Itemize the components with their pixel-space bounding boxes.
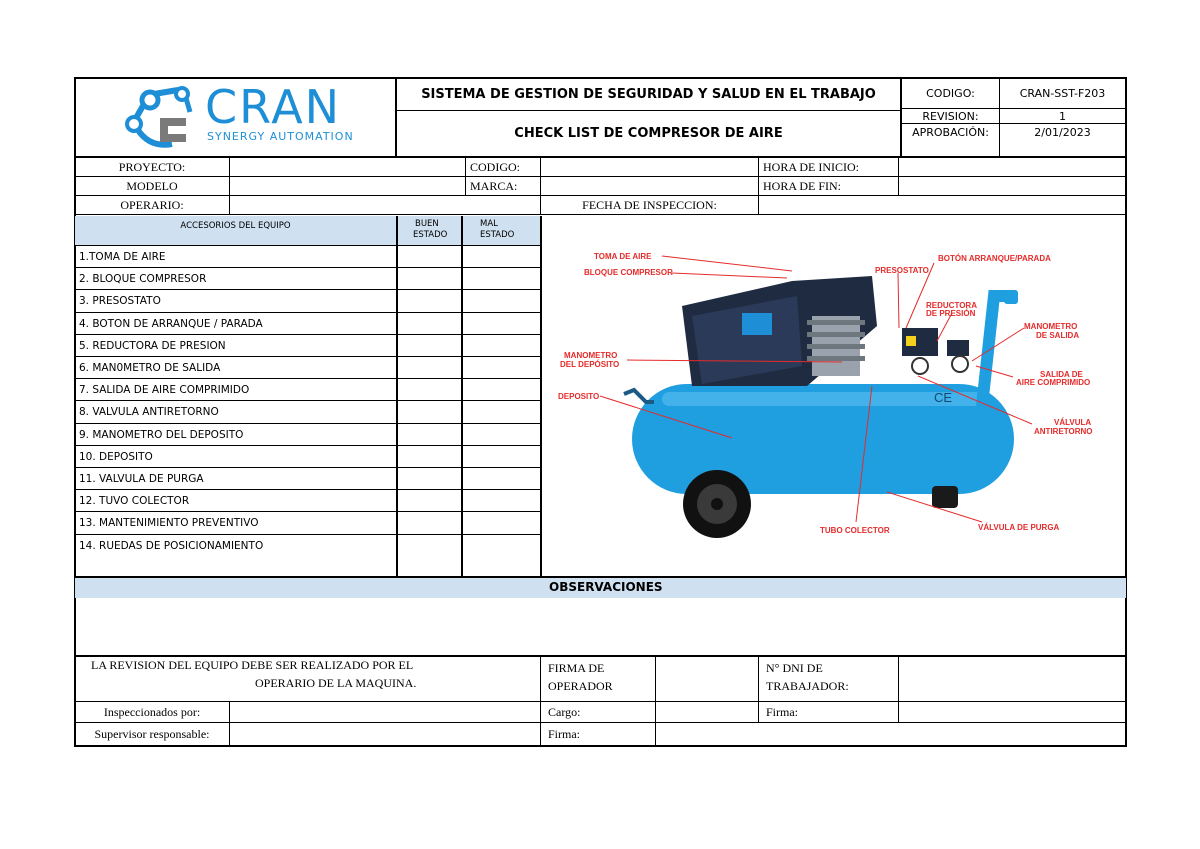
marca-label: MARCA: — [466, 177, 541, 196]
modelo-label: MODELO — [75, 177, 230, 196]
firma-operador-line1: FIRMA DE — [548, 661, 605, 675]
proyecto-field[interactable] — [230, 158, 466, 177]
checklist-row — [75, 489, 540, 511]
mal-estado-cell[interactable] — [462, 401, 540, 423]
mal-estado-cell[interactable] — [462, 446, 540, 468]
checklist-row — [75, 511, 540, 533]
label-manometro-salida-1: MANOMETRO — [1024, 322, 1078, 331]
checklist-item-label: 2. BLOQUE COMPRESOR — [79, 273, 207, 286]
label-purga: VÁLVULA DE PURGA — [978, 523, 1060, 532]
firma-operador-field[interactable] — [656, 657, 759, 702]
label-bloque: BLOQUE COMPRESOR — [584, 268, 673, 277]
firma-operador-label — [541, 657, 656, 702]
mal-estado-cell[interactable] — [462, 335, 540, 357]
dni-field[interactable] — [899, 657, 1126, 702]
label-valvula-anti-1: VÁLVULA — [1054, 418, 1092, 427]
dni-line2: TRABAJADOR: — [766, 679, 849, 693]
codigo-label: CODIGO: — [902, 78, 1000, 109]
supervisor-label: Supervisor responsable: — [75, 723, 230, 745]
checklist-item-label: 4. BOTON DE ARRANQUE / PARADA — [79, 317, 263, 330]
firma-label: Firma: — [759, 702, 899, 723]
label-boton: BOTÓN ARRANQUE/PARADA — [938, 254, 1051, 263]
revision-label: REVISION: — [902, 109, 1000, 124]
buen-estado-cell[interactable] — [397, 268, 461, 290]
logo-cell — [75, 78, 397, 156]
checklist-row — [75, 400, 540, 422]
system-title: SISTEMA DE GESTION DE SEGURIDAD Y SALUD EN EL TRABAJO — [397, 78, 900, 111]
cargo-label: Cargo: — [541, 702, 656, 723]
checklist-row — [75, 445, 540, 467]
checklist-row — [75, 334, 540, 356]
codigo-value: CRAN-SST-F203 — [1000, 78, 1125, 109]
ce-mark: CE — [934, 390, 953, 405]
revision-note — [75, 657, 541, 702]
compressor-diagram — [542, 216, 1125, 576]
buen-estado-cell[interactable] — [397, 446, 461, 468]
label-manometro-salida-2: DE SALIDA — [1036, 331, 1080, 340]
buen-estado-cell[interactable] — [397, 424, 461, 446]
checklist-item-label: 5. REDUCTORA DE PRESION — [79, 339, 226, 352]
buen-estado-cell[interactable] — [397, 357, 461, 379]
hora-inicio-field[interactable] — [899, 158, 1126, 177]
mal-estado-cell[interactable] — [462, 490, 540, 512]
label-reductora-1: REDUCTORA — [926, 301, 977, 310]
checklist-row — [75, 267, 540, 289]
checklist-row — [75, 378, 540, 400]
buen-estado-cell[interactable] — [397, 290, 461, 312]
proyecto-label: PROYECTO: — [75, 158, 230, 177]
fecha-label: FECHA DE INSPECCION: — [541, 196, 759, 215]
revision-note-line1: LA REVISION DEL EQUIPO DEBE SER REALIZADO POR EL — [91, 658, 414, 672]
mal-estado-cell[interactable] — [462, 535, 540, 578]
observaciones-area[interactable] — [75, 598, 1126, 656]
label-manometro-dep-2: DEL DEPÓSITO — [560, 360, 620, 369]
checklist-item-label: 7. SALIDA DE AIRE COMPRIMIDO — [79, 384, 250, 397]
checklist-item-label: 13. MANTENIMIENTO PREVENTIVO — [79, 517, 259, 530]
buen-estado-cell[interactable] — [397, 512, 461, 534]
firma2-label: Firma: — [541, 723, 656, 745]
brand-tagline: SYNERGY AUTOMATION — [207, 130, 354, 143]
buen-estado-cell[interactable] — [397, 335, 461, 357]
buen-estado-cell[interactable] — [397, 535, 461, 578]
mal-estado-cell[interactable] — [462, 512, 540, 534]
checklist-item-label: 6. MAN0METRO DE SALIDA — [79, 362, 221, 374]
firma-field[interactable] — [899, 702, 1126, 723]
buen-estado-cell[interactable] — [397, 490, 461, 512]
mal-estado-cell[interactable] — [462, 246, 540, 268]
buen-estado-header — [397, 219, 461, 245]
aprobacion-value: 2/01/2023 — [1034, 126, 1091, 139]
checklist-row — [75, 245, 540, 267]
label-reductora-2: DE PRESIÓN — [926, 309, 976, 318]
checklist-item-label: 10. DEPOSITO — [79, 450, 153, 463]
buen-estado-cell[interactable] — [397, 468, 461, 490]
observaciones-title: OBSERVACIONES — [549, 580, 663, 594]
operario-field[interactable] — [230, 196, 541, 215]
mal-estado-cell[interactable] — [462, 468, 540, 490]
gauge-left — [912, 358, 928, 374]
checklist-item-label: 9. MANOMETRO DEL DEPOSITO — [79, 428, 244, 441]
label-manometro-dep-1: MANOMETRO — [564, 351, 618, 360]
codigo-field[interactable] — [541, 158, 759, 177]
brand-name: CRAN — [205, 80, 342, 134]
cargo-field[interactable] — [656, 702, 759, 723]
cran-logo-icon — [120, 82, 210, 152]
checklist-item-label: 1.TOMA DE AIRE — [79, 251, 166, 263]
hora-inicio-label: HORA DE INICIO: — [759, 158, 899, 177]
buen-estado-cell[interactable] — [397, 246, 461, 268]
doc-title: CHECK LIST DE COMPRESOR DE AIRE — [514, 126, 783, 141]
mal-estado-cell[interactable] — [462, 290, 540, 312]
dni-label — [759, 657, 899, 702]
mal-estado-header — [462, 219, 540, 245]
label-salida-1: SALIDA DE — [1040, 370, 1083, 379]
buen-estado-cell[interactable] — [397, 379, 461, 401]
mal-estado-cell[interactable] — [462, 268, 540, 290]
hora-fin-label: HORA DE FIN: — [759, 177, 899, 196]
revision-value: 1 — [1000, 109, 1125, 124]
buen-estado-cell[interactable] — [397, 313, 461, 335]
firma-operador-line2: OPERADOR — [548, 679, 613, 693]
checklist-row — [75, 312, 540, 334]
label-salida-2: AIRE COMPRIMIDO — [1016, 378, 1091, 387]
checklist-item-label: 8. VALVULA ANTIRETORNO — [79, 406, 219, 419]
mal-line2: ESTADO — [480, 230, 515, 240]
mal-line1: MAL — [480, 219, 498, 229]
checklist-col-line-2 — [461, 216, 463, 578]
fecha-field[interactable] — [759, 196, 1126, 215]
checklist-row — [75, 356, 540, 378]
codigo-info-label: CODIGO: — [466, 158, 541, 177]
firma2-field[interactable] — [656, 723, 1126, 745]
gauge-right — [952, 356, 968, 372]
checklist-row — [75, 423, 540, 445]
checklist-item-label: 12. TUVO COLECTOR — [79, 495, 190, 508]
operario-label: OPERARIO: — [75, 196, 230, 215]
inspeccionados-label: Inspeccionados por: — [75, 702, 230, 723]
supervisor-field[interactable] — [230, 723, 541, 745]
label-presostato: PRESOSTATO — [875, 266, 929, 275]
label-deposito: DEPOSITO — [558, 392, 600, 401]
buen-estado-cell[interactable] — [397, 401, 461, 423]
checklist-row — [75, 534, 540, 577]
dni-line1: N° DNI DE — [766, 661, 823, 675]
aprobacion-label: APROBACIÓN: — [902, 124, 1000, 156]
mal-estado-cell[interactable] — [462, 357, 540, 379]
modelo-field[interactable] — [230, 177, 466, 196]
checklist-item-label: 11. VALVULA DE PURGA — [79, 473, 204, 485]
mal-estado-cell[interactable] — [462, 424, 540, 446]
buen-line2: ESTADO — [413, 230, 448, 240]
checklist-item-label: 14. RUEDAS DE POSICIONAMIENTO — [79, 539, 264, 552]
buen-line1: BUEN — [415, 219, 439, 229]
mal-estado-cell[interactable] — [462, 313, 540, 335]
label-toma-aire: TOMA DE AIRE — [594, 252, 652, 261]
mal-estado-cell[interactable] — [462, 379, 540, 401]
hora-fin-field[interactable] — [899, 177, 1126, 196]
label-tubo: TUBO COLECTOR — [820, 526, 890, 535]
revision-note-line2: OPERARIO DE LA MAQUINA. — [255, 676, 417, 690]
marca-field[interactable] — [541, 177, 759, 196]
checklist-row — [75, 289, 540, 311]
checklist-item-label: 3. PRESOSTATO — [79, 295, 161, 308]
checklist-col-line-1 — [396, 216, 398, 578]
checklist-header: ACCESORIOS DEL EQUIPO — [180, 221, 291, 231]
checklist-row — [75, 467, 540, 489]
inspeccionados-field[interactable] — [230, 702, 541, 723]
label-valvula-anti-2: ANTIRETORNO — [1034, 427, 1093, 436]
